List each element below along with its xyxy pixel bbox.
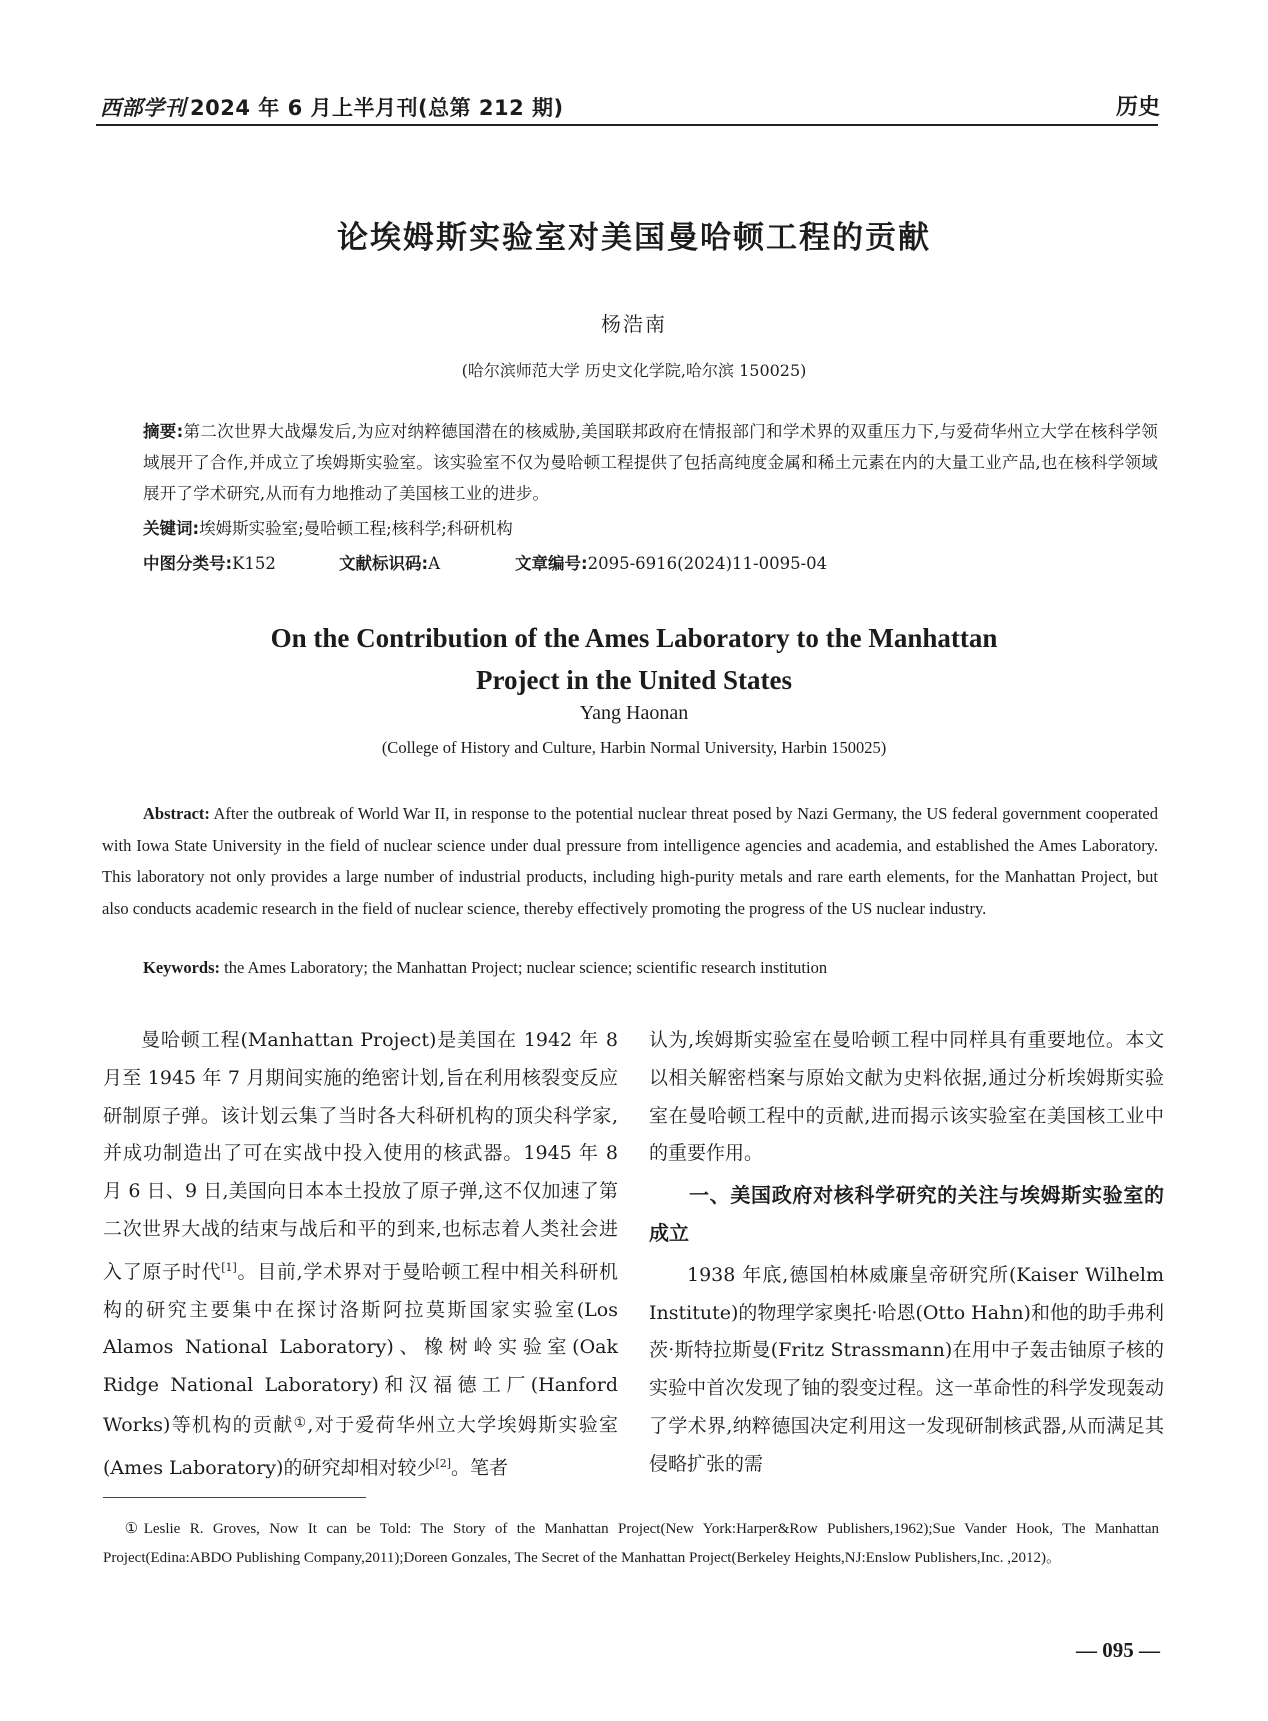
affiliation-en: (College of History and Culture, Harbin Normal University, Harbin 150025) xyxy=(381,738,887,757)
footnote-text: ①Leslie R. Groves, Now It can be Told: The Story of the Manhattan Project(New York:Harper&Row Publishers,1962);Sue Vander Hook, The Manhattan Project(Edina:ABDO Publishing Company,2011);Doreen Gonzales, The Secret of the Manhattan Project(Berkeley Heights,NJ:Enslow Publishers,Inc. ,2012)。 xyxy=(103,1521,1159,1566)
author-cn: 杨浩南 xyxy=(601,312,667,336)
section-label: 历史 xyxy=(1115,95,1160,120)
article-title-en: On the Contribution of the Ames Laboratory to the Manhattan Project in the United States xyxy=(270,623,998,695)
body-left-column xyxy=(103,1022,618,1488)
body-text: 曼哈顿工程(Manhattan Project)是美国在 1942 年 8 月至 1945 年 7 月期间实施的绝密计划,旨在利用核裂变反应研制原子弹。该计划云集了当时各大科研机构的顶尖科学家,并成功制造出了可在实战中投入使用的核武器。1945 年 8 月 6 日、9 日,美国向日本本土投放了原子弹,这不仅加速了第二次世界大战的结束与战后和平的到来,也标志着人类社会进入了原子时代 xyxy=(103,1029,618,1283)
issue-info: 2024 年 6 月上半月刊(总第 212 期) xyxy=(190,96,564,120)
clc-value: K152 xyxy=(232,554,276,573)
header-rule xyxy=(96,124,1158,126)
page-number: — 095 — xyxy=(1076,1638,1160,1662)
classification-row xyxy=(143,550,827,574)
running-header xyxy=(100,92,564,122)
article-number xyxy=(515,550,827,574)
abstract-cn-label: 摘要: xyxy=(143,422,184,441)
clc-code xyxy=(143,550,339,574)
body-paragraph xyxy=(103,1022,618,1488)
body-text: ,对于爱荷华州立大学埃姆斯实验室(Ames Laboratory)的研究却相对较少 xyxy=(103,1413,618,1479)
abstract-cn xyxy=(143,416,1158,509)
body-right-column xyxy=(649,1022,1164,1484)
body-paragraph: 认为,埃姆斯实验室在曼哈顿工程中同样具有重要地位。本文以相关解密档案与原始文献为史料依据,通过分析埃姆斯实验室在曼哈顿工程中的贡献,进而揭示该实验室在美国核工业中的重要作用。 xyxy=(649,1029,1164,1165)
doc-label: 文献标识码: xyxy=(339,554,429,573)
abstract-cn-text: 第二次世界大战爆发后,为应对纳粹德国潜在的核威胁,美国联邦政府在情报部门和学术界的双重压力下,与爱荷华州立大学在核科学领域展开了合作,并成立了埃姆斯实验室。该实验室不仅为曼哈顿工程提供了包括高纯度金属和稀土元素在内的大量工业产品,也在核科学领域展开了学术研究,从而有力地推动了美国核工业的进步。 xyxy=(143,422,1158,503)
keywords-en-label: Keywords: xyxy=(143,958,220,977)
abstract-en-label: Abstract: xyxy=(143,804,210,823)
article-value: 2095-6916(2024)11-0095-04 xyxy=(587,554,828,573)
body-paragraph: 1938 年底,德国柏林威廉皇帝研究所(Kaiser Wilhelm Institute)的物理学家奥托·哈恩(Otto Hahn)和他的助手弗利茨·斯特拉斯曼(Fritz Strassmann)在用中子轰击铀原子核的实验中首次发现了铀的裂变过程。这一革命性的科学发现轰动了学术界,纳粹德国决定利用这一发现研制核武器,从而满足其侵略扩张的需 xyxy=(649,1263,1164,1475)
clc-label: 中图分类号: xyxy=(143,554,233,573)
abstract-en xyxy=(102,798,1158,924)
keywords-en xyxy=(143,958,1158,978)
footnote-rule xyxy=(103,1497,366,1498)
keywords-cn-text: 埃姆斯实验室;曼哈顿工程;核科学;科研机构 xyxy=(199,519,513,538)
body-text: 。目前,学术界对于曼哈顿工程中相关科研机构的研究主要集中在探讨洛斯阿拉莫斯国家实验室(Los Alamos National Laboratory)、橡树岭实验室(Oak Ridge National Laboratory)和汉福德工厂(Hanford Works)等机构的贡献 xyxy=(103,1260,618,1436)
keywords-cn-label: 关键词: xyxy=(143,519,200,538)
keywords-en-text: the Ames Laboratory; the Manhattan Project; nuclear science; scientific research institution xyxy=(224,958,828,977)
doc-code xyxy=(339,550,515,574)
article-label: 文章编号: xyxy=(515,554,588,573)
abstract-en-text: After the outbreak of World War II, in response to the potential nuclear threat posed by Nazi Germany, the US federal government cooperated with Iowa State University in the field of nuclear science under dual pressure from intelligence agencies and academia, and established the Ames Laboratory. This laboratory not only provides a large number of industrial products, including high-purity metals and rare earth elements, for the Manhattan Project, but also conducts academic research in the field of nuclear science, thereby effectively promoting the progress of the US nuclear industry. xyxy=(102,804,1158,918)
doc-value: A xyxy=(428,554,441,573)
citation-ref[interactable]: [2] xyxy=(435,1456,452,1470)
journal-name: 西部学刊 xyxy=(100,95,186,120)
section-heading: 一、美国政府对核科学研究的关注与埃姆斯实验室的成立 xyxy=(649,1183,1164,1245)
keywords-cn xyxy=(143,515,1158,539)
author-en: Yang Haonan xyxy=(579,702,689,724)
citation-ref[interactable]: [1] xyxy=(221,1260,237,1274)
article-title-cn: 论埃姆斯实验室对美国曼哈顿工程的贡献 xyxy=(337,220,931,256)
body-text: 。笔者 xyxy=(451,1456,509,1479)
footnote-marker[interactable]: ① xyxy=(293,1414,308,1431)
affiliation-cn: (哈尔滨师范大学 历史文化学院,哈尔滨 150025) xyxy=(461,361,807,380)
footnote xyxy=(103,1515,1159,1573)
